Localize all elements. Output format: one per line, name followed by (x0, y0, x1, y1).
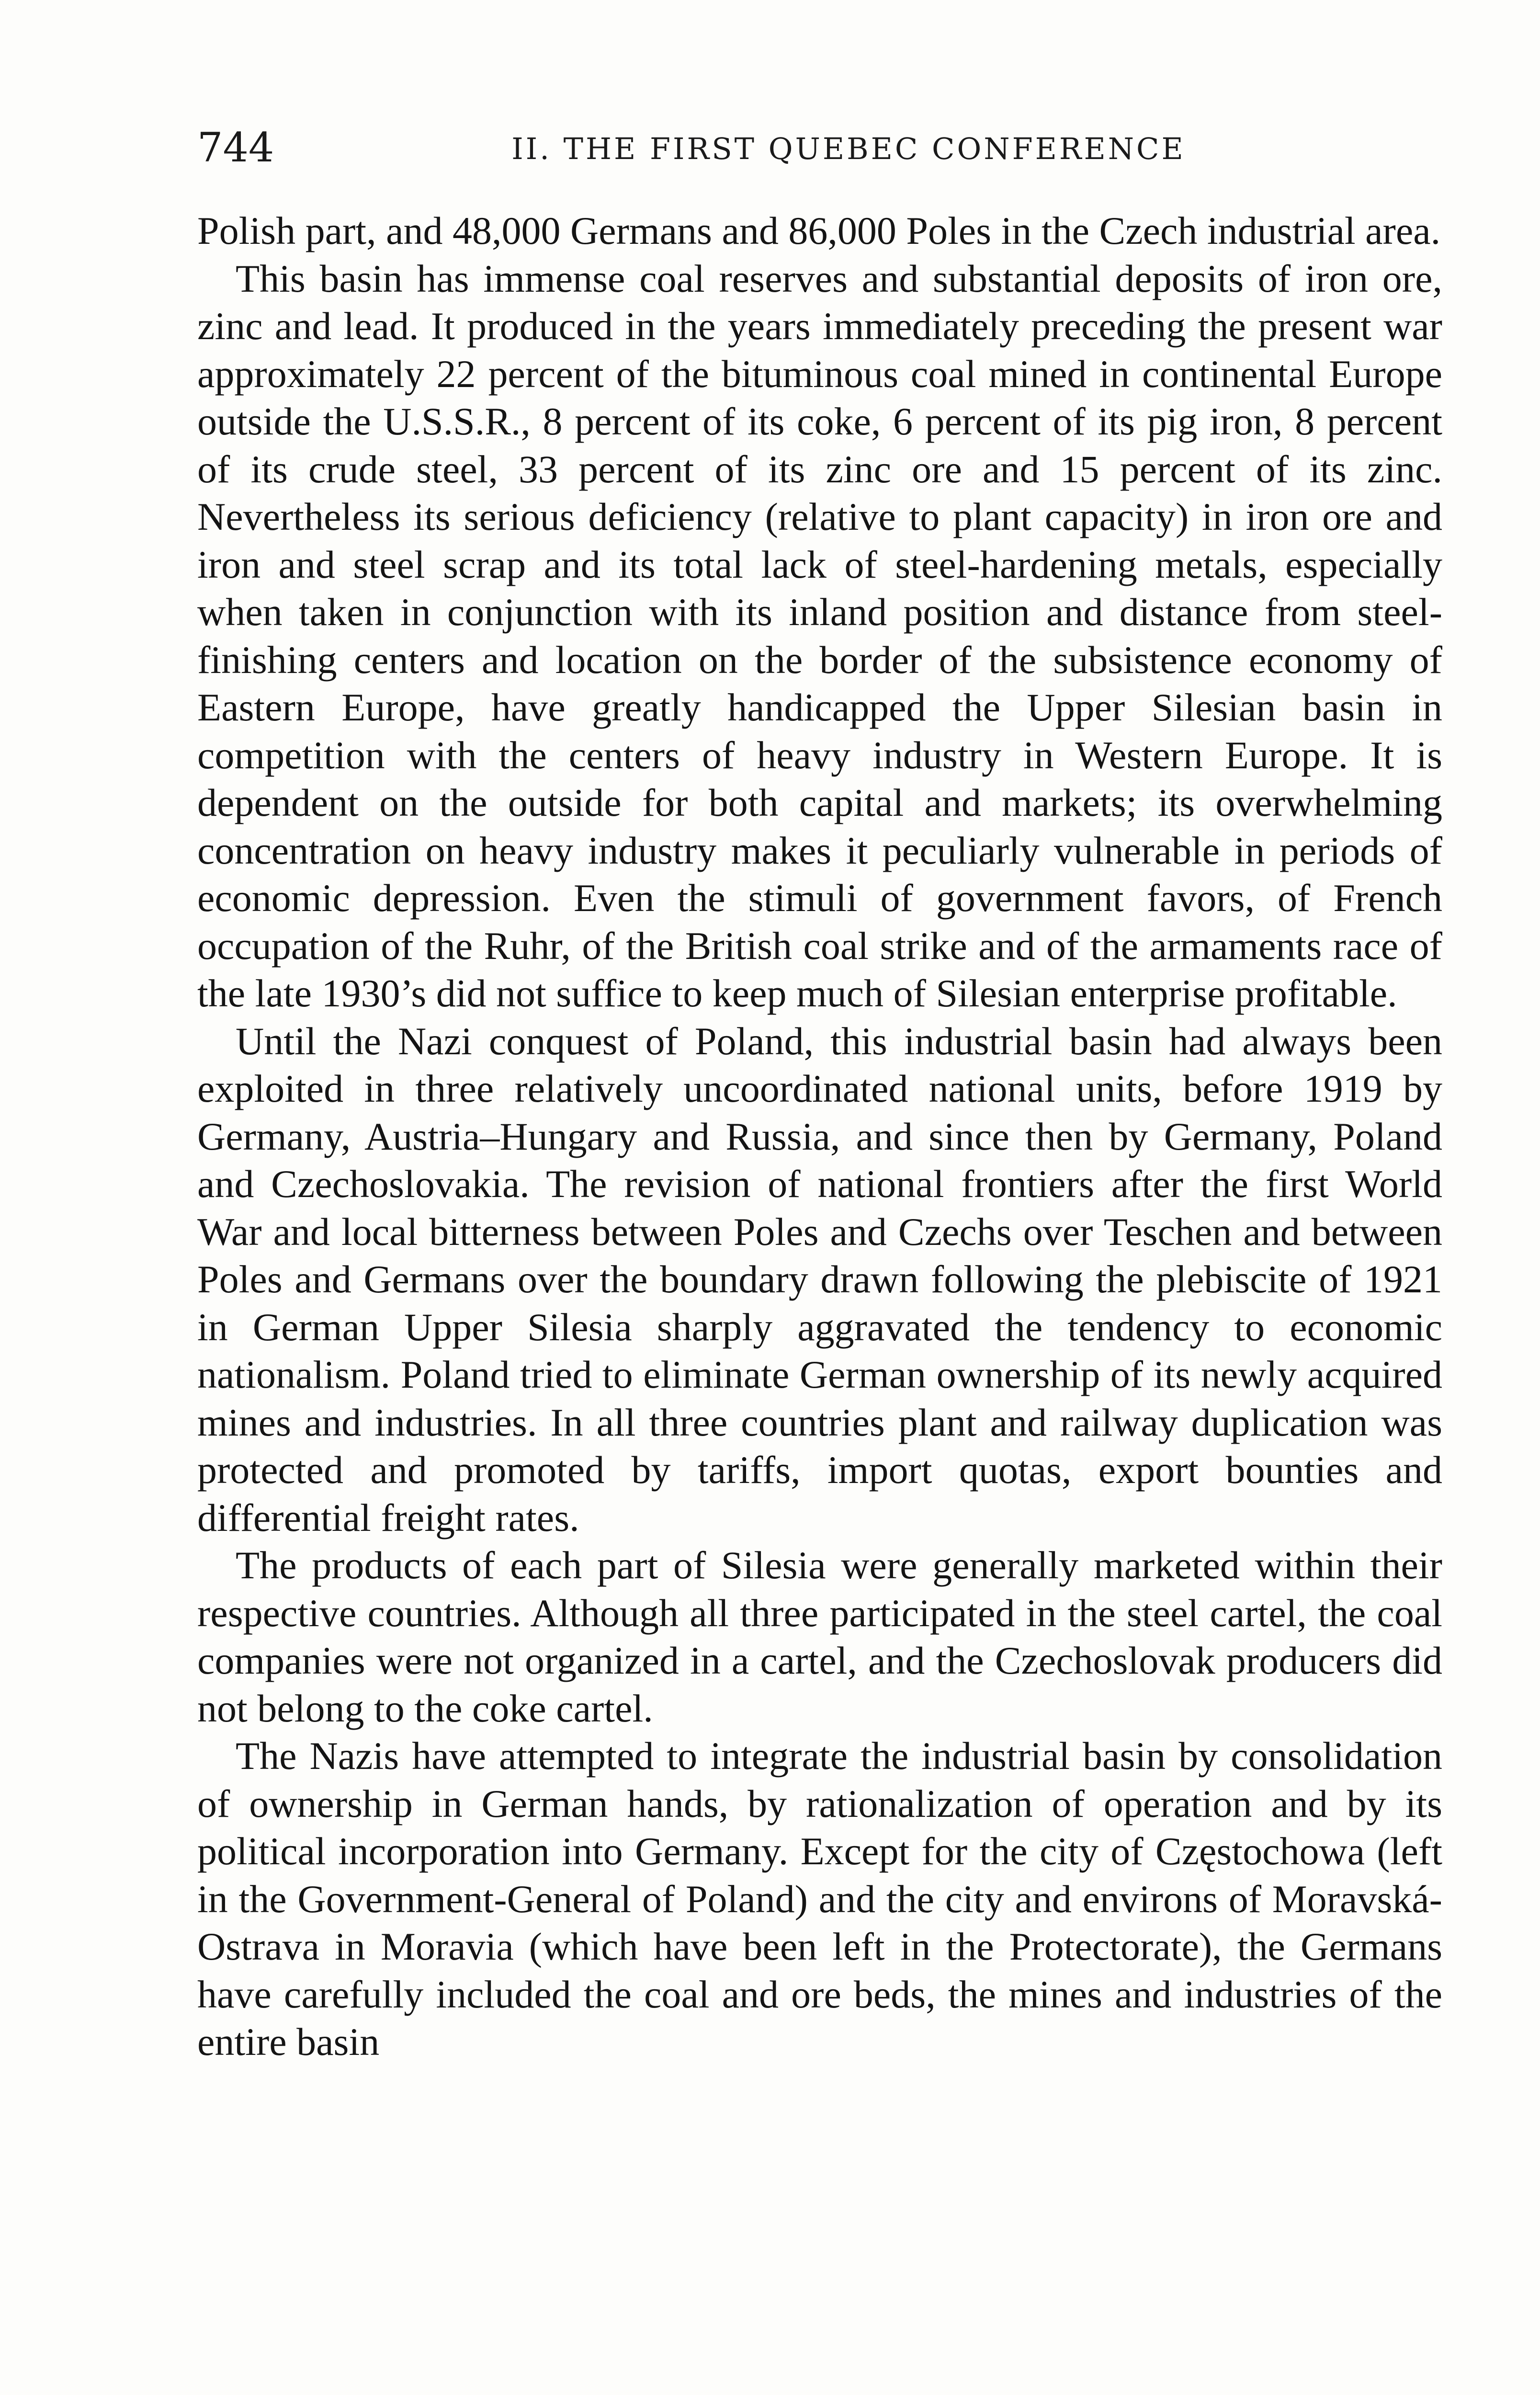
paragraph: The Nazis have attempted to integrate the industrial basin by consolidation of ownership in German hands, by rationalization of operation and by its political incorporation into Germany. Except for the city of Częstochowa (left in the Government-General of Poland) and the city and environs of Moravská-Ostrava in Moravia (which have been left in the Protectorate), the Germans have carefully included the coal and ore beds, the mines and industries of the entire basin (197, 1734, 1442, 2064)
body-text (197, 207, 1442, 2066)
paragraph: Polish part, and 48,000 Germans and 86,000 Poles in the Czech industrial area. (197, 209, 1441, 252)
paragraph: Until the Nazi conquest of Poland, this industrial basin had always been exploited in three relatively uncoordinated national units, before 1919 by Germany, Austria–Hungary and Russia, and since then by Germany, Poland and Czechoslovakia. The revision of national frontiers after the first World War and local bitterness between Poles and Czechs over Teschen and between Poles and Germans over the boundary drawn following the plebiscite of 1921 in German Upper Silesia sharply aggravated the tendency to economic nationalism. Poland tried to eliminate German ownership of its newly acquired mines and industries. In all three countries plant and railway duplication was protected and promoted by tariffs, import quotas, export bounties and differential freight rates. (197, 1019, 1442, 1540)
page-header (197, 119, 1442, 176)
running-head: II. THE FIRST QUEBEC CONFERENCE (511, 131, 1186, 166)
paragraph: This basin has immense coal reserves and substantial deposits of iron ore, zinc and lead. It produced in the years immediately preceding the present war approximately 22 percent of the bituminous coal mined in continental Europe outside the U.S.S.R., 8 percent of its coke, 6 percent of its pig iron, 8 percent of its crude steel, 33 percent of its zinc ore and 15 percent of its zinc. Nevertheless its serious deficiency (relative to plant capacity) in iron ore and iron and steel scrap and its total lack of steel-hardening metals, especially when taken in conjunction with its inland position and distance from steel-finishing centers and location on the border of the subsistence economy of Eastern Europe, have greatly handicapped the Upper Silesian basin in competition with the centers of heavy industry in Western Europe. It is dependent on the outside for both capital and markets; its overwhelming concentration on heavy industry makes it peculiarly vulnerable in periods of economic depression. Even the stimuli of government favors, of French occupation of the Ruhr, of the British coal strike and of the armaments race of the late 1930’s did not suffice to keep much of Silesian enterprise profitable. (197, 256, 1442, 1015)
page-number: 744 (197, 124, 274, 171)
paragraph: The products of each part of Silesia were generally marketed within their respective countries. Although all three participated in the steel cartel, the coal companies were not organized in a cartel, and the Czechoslovak producers did not belong to the coke cartel. (197, 1543, 1442, 1730)
